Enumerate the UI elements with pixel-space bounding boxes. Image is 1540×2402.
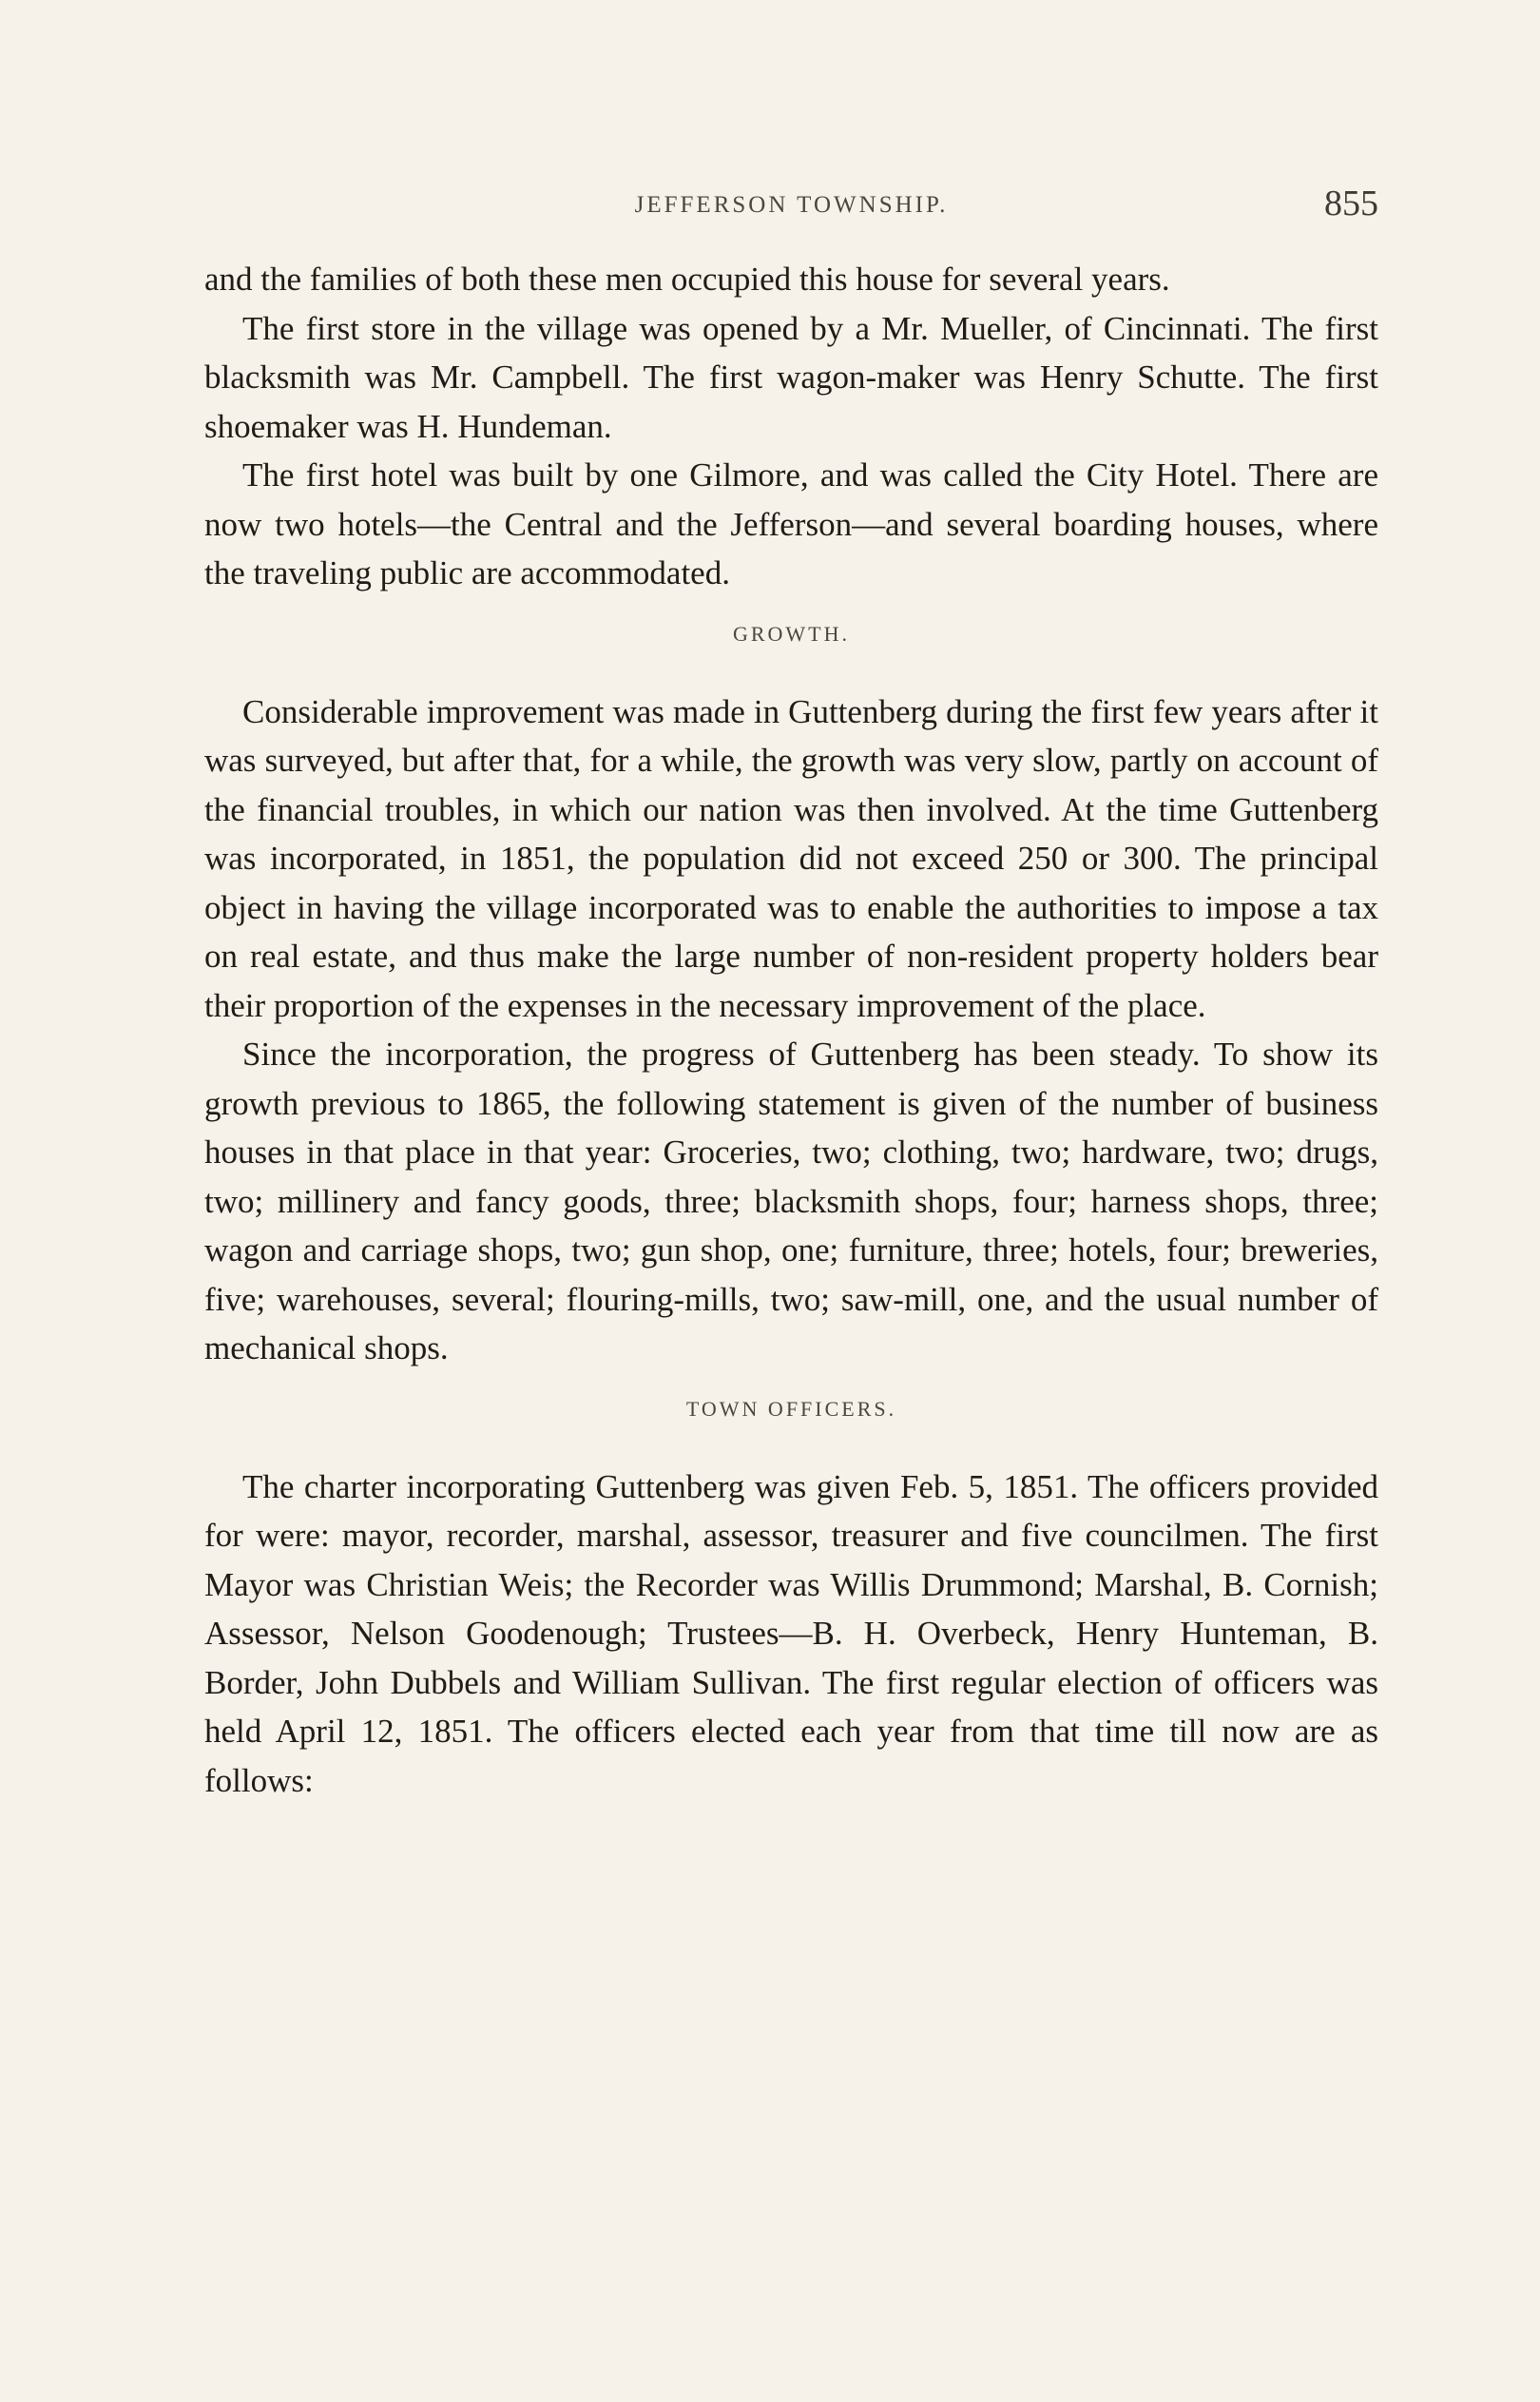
running-head bbox=[204, 183, 1378, 230]
paragraph-continuation: and the families of both these men occupied this house for several years. bbox=[204, 261, 1170, 298]
paragraph-growth: Considerable improvement was made in Guttenberg during the first few years after it was surveyed, but after that, for a while, the growth was very slow, partly on account of the financial troubles, in which our nation was then involved. At the time Guttenberg was incorporated, in 1851, the population did not exceed 250 or 300. The principal object in having the village incorporated was to enable the authorities to impose a tax on real estate, and thus make the large number of non-resident property holders bear their proportion of the expenses in the necessary improvement of the place. bbox=[204, 692, 1378, 1024]
paragraph-hotels: The first hotel was built by one Gilmore, and was called the City Hotel. There are now two hotels—the Central and the Jefferson—and several boarding houses, where the traveling public are accommodated. bbox=[204, 456, 1378, 591]
paragraph-charter: The charter incorporating Guttenberg was given Feb. 5, 1851. The officers provided for were: mayor, recorder, marshal, assessor, treasurer and five councilmen. The first Mayor was Christian Weis; the Recorder was Willis Drummond; Marshal, B. Cornish; Assessor, Nelson Goodenough; Trustees—B. H. Overbeck, Henry Hunteman, B. Border, John Dubbels and William Sullivan. The first regular election of officers was held April 12, 1851. The officers elected each year from that time till now are as follows: bbox=[204, 1467, 1378, 1799]
page-number: 855 bbox=[1324, 184, 1378, 223]
section-heading-town-officers: TOWN OFFICERS. bbox=[685, 1396, 897, 1421]
section-heading-growth: GROWTH. bbox=[732, 621, 851, 646]
body-text bbox=[204, 255, 1378, 1805]
paragraph-incorporation-progress: Since the incorporation, the progress of Guttenberg has been steady. To show its growth previous to 1865, the following statement is given of the number of business houses in that place in that year: Groceries, two; clothing, two; hardware, two; drugs, two; millinery and fancy goods, three; blacksmith shops, four; harness shops, three; wagon and carriage shops, two; gun shop, one; furniture, three; hotels, four; breweries, five; warehouses, several; flouring-mills, two; saw-mill, one, and the usual number of mechanical shops. bbox=[204, 1036, 1378, 1366]
paragraph-first-businesses: The first store in the village was opened by a Mr. Mueller, of Cincinnati. The first blacksmith was Mr. Campbell. The first wagon-maker was Henry Schutte. The first shoemaker was H. Hundeman. bbox=[204, 309, 1378, 445]
running-title: JEFFERSON TOWNSHIP. bbox=[634, 192, 949, 218]
